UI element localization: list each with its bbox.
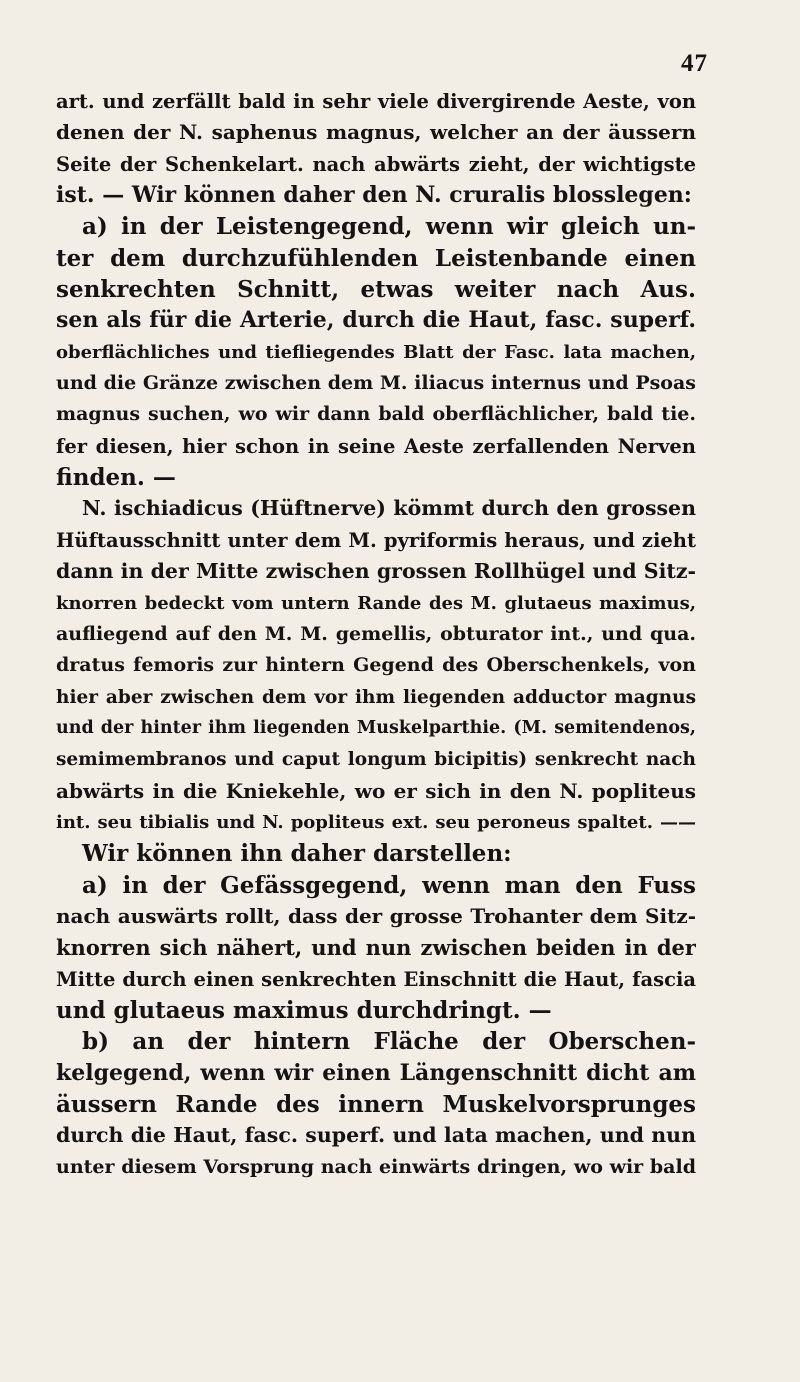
text-line: hier aber zwischen dem vor ihm liegenden adductor magnus <box>56 686 696 708</box>
text-line: ter dem durchzufühlenden Leistenbande einen <box>56 244 696 272</box>
text-line: a) in der Gefässgegend, wenn man den Fuss <box>82 871 696 899</box>
text-line: N. ischiadicus (Hüftnerve) kömmt durch den grossen <box>82 496 696 521</box>
text-line: sen als für die Arterie, durch die Haut, fasc. superf. <box>56 307 696 334</box>
text-line: und glutaeus maximus durchdringt. — <box>56 996 552 1024</box>
text-line: kelgegend, wenn wir einen Längenschnitt dicht am <box>56 1059 696 1086</box>
text-line: a) in der Leistengegend, wenn wir gleich un- <box>82 213 696 241</box>
text-line: ist. — Wir können daher den N. cruralis blosslegen: <box>56 182 692 209</box>
text-line: b) an der hintern Fläche der Oberschen- <box>82 1028 696 1056</box>
text-line: dann in der Mitte zwischen grossen Rollhügel und Sitz- <box>56 559 696 584</box>
page-number: 47 <box>681 50 708 77</box>
text-line: fer diesen, hier schon in seine Aeste zerfallenden Nerven <box>56 434 696 458</box>
text-line: durch die Haut, fasc. superf. und lata machen, und nun <box>56 1123 696 1148</box>
text-line: aufliegend auf den M. M. gemellis, obturator int., und qua. <box>56 622 696 645</box>
text-line: dratus femoris zur hintern Gegend des Oberschenkels, von <box>56 654 696 677</box>
text-line: magnus suchen, wo wir dann bald oberflächlicher, bald tie. <box>56 403 696 426</box>
text-line: knorren sich nähert, und nun zwischen beiden in der <box>56 935 696 961</box>
text-line: senkrechten Schnitt, etwas weiter nach Aus. <box>56 276 696 304</box>
text-line: und der hinter ihm liegenden Muskelparthie. (M. semitendenos, <box>56 717 696 738</box>
body-text <box>56 86 696 1183</box>
text-line: nach auswärts rollt, dass der grosse Trohanter dem Sitz- <box>56 903 696 928</box>
text-line: art. und zerfällt bald in sehr viele divergirende Aeste, von <box>56 90 696 113</box>
text-line: und die Gränze zwischen dem M. iliacus internus und Psoas <box>56 372 696 395</box>
text-line: denen der N. saphenus magnus, welcher an der äussern <box>56 120 696 145</box>
text-line: Wir können ihn daher darstellen: <box>82 840 512 868</box>
text-line: äussern Rande des innern Muskelvorsprunges <box>56 1091 696 1118</box>
text-line: Seite der Schenkelart. nach abwärts zieht, der wichtigste <box>56 152 696 176</box>
text-line: Mitte durch einen senkrechten Einschnitt die Haut, fascia <box>56 967 696 991</box>
text-line: Hüftausschnitt unter dem M. pyriformis heraus, und zieht <box>56 528 696 552</box>
text-line: int. seu tibialis und N. popliteus ext. seu peroneus spaltet. —— <box>56 811 696 833</box>
text-line: knorren bedeckt vom untern Rande des M. glutaeus maximus, <box>56 592 696 614</box>
text-line: abwärts in die Kniekehle, wo er sich in den N. popliteus <box>56 778 696 803</box>
text-line: finden. — <box>56 464 176 492</box>
text-line: oberflächliches und tiefliegendes Blatt der Fasc. lata machen, <box>56 341 696 363</box>
text-line: semimembranos und caput longum bicipitis) senkrecht nach <box>56 749 696 771</box>
text-line: unter diesem Vorsprung nach einwärts dringen, wo wir bald <box>56 1155 696 1178</box>
